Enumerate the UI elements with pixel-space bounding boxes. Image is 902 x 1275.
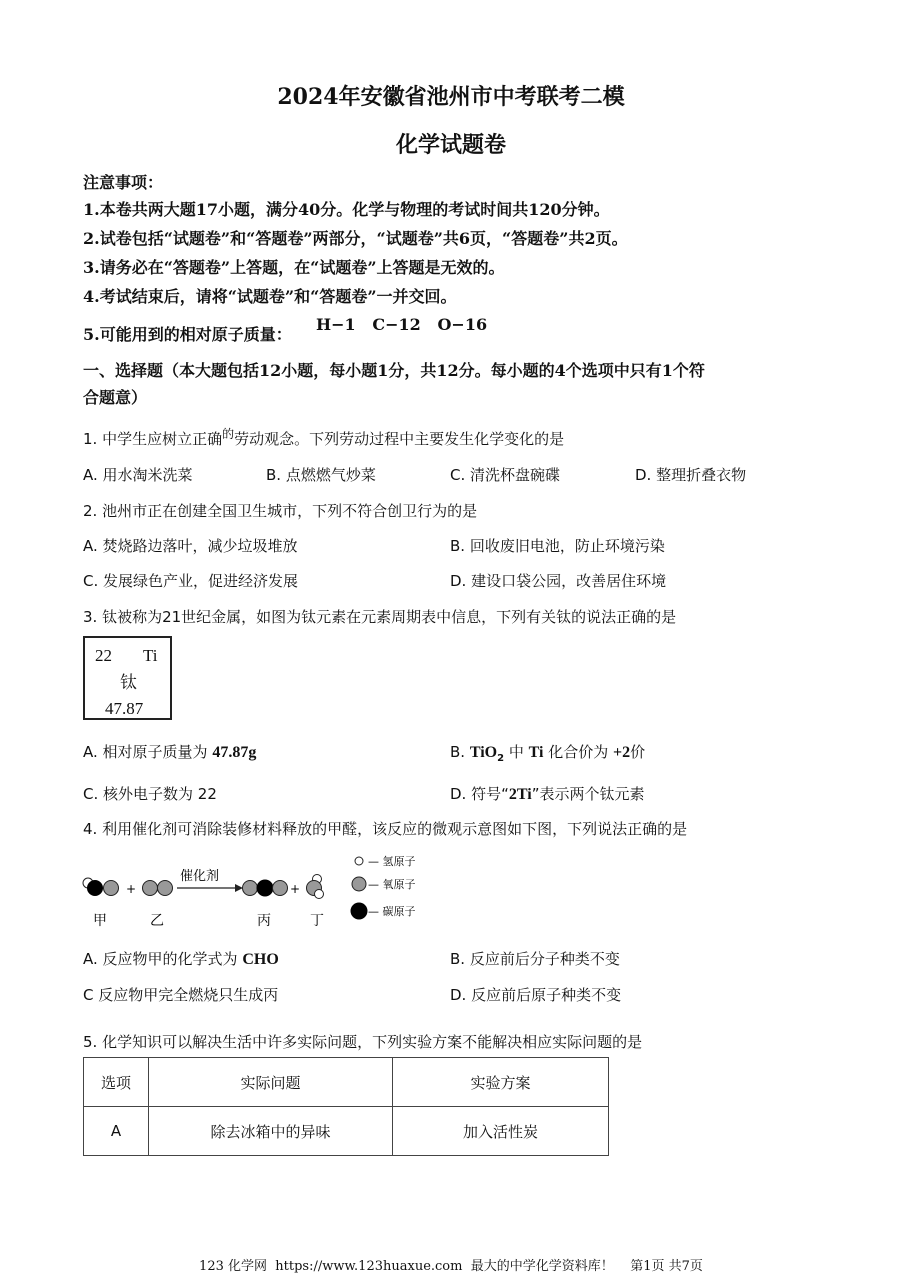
- header-problem: 实际问题: [149, 1058, 393, 1107]
- q1-option-d[interactable]: D. 整理折叠衣物: [635, 466, 747, 484]
- notice-item-2: 2.试卷包括“试题卷”和“答题卷”两部分，“试题卷”共6页，“答题卷”共2页。: [83, 229, 628, 248]
- section-heading-cont: 合题意）: [83, 388, 148, 407]
- q4-option-a[interactable]: A. 反应物甲的化学式为 CHO: [83, 950, 279, 968]
- q1-option-b[interactable]: B. 点燃燃气炒菜: [266, 466, 376, 484]
- header-plan: 实验方案: [393, 1058, 609, 1107]
- label-jia: 甲: [93, 913, 107, 929]
- page-subtitle: 化学试题卷: [395, 132, 506, 158]
- element-card-titanium: [83, 636, 172, 720]
- row-problem: 除去冰箱中的异味: [149, 1107, 393, 1156]
- element-name: 钛: [120, 673, 137, 693]
- q3-option-d[interactable]: D. 符号“2Ti”表示两个钛元素: [450, 785, 645, 803]
- plus-sign-2: +: [290, 882, 301, 896]
- catalyst-label: 催化剂: [180, 869, 220, 884]
- q2-option-d[interactable]: D. 建设口袋公园，改善居住环境: [450, 572, 667, 590]
- row-option: A: [84, 1107, 149, 1156]
- q2-option-c[interactable]: C. 发展绿色产业，促进经济发展: [83, 572, 299, 590]
- question-4-stem: 4. 利用催化剂可消除装修材料释放的甲醛，该反应的微观示意图如下图，下列说法正确的是: [83, 820, 688, 838]
- reaction-diagram: [80, 850, 440, 935]
- notice-item-1: 1.本卷共两大题17小题，满分40分。化学与物理的考试时间共120分钟。: [83, 200, 610, 219]
- atomic-mass-label: 5.可能用到的相对原子质量：: [83, 325, 292, 344]
- legend-carbon: — 碳原子: [368, 905, 416, 918]
- question-3-stem: 3. 钛被称为21世纪金属，如图为钛元素在元素周期表中信息，下列有关钛的说法正确的是: [83, 608, 677, 626]
- question-5-stem: 5. 化学知识可以解决生活中许多实际问题，下列实验方案不能解决相应实际问题的是: [83, 1033, 643, 1051]
- notice-heading: 注意事项：: [83, 173, 164, 192]
- molecule-yi: [143, 881, 173, 896]
- plus-sign-1: +: [126, 882, 137, 896]
- oxygen-legend-icon: [352, 877, 366, 891]
- molecule-bing: [243, 880, 288, 897]
- q3-option-c[interactable]: C. 核外电子数为 22: [83, 785, 217, 803]
- q3-option-a[interactable]: A. 相对原子质量为 47.87g: [83, 743, 257, 761]
- q1-option-c[interactable]: C. 清洗杯盘碗碟: [450, 466, 561, 484]
- legend-oxygen: — 氧原子: [368, 878, 416, 891]
- hydrogen-legend-icon: [355, 857, 363, 865]
- atomic-mass-values: H−1 C−12 O−16: [316, 315, 488, 334]
- label-bing: 丙: [257, 913, 271, 929]
- table-header-row: [84, 1058, 609, 1107]
- label-yi: 乙: [150, 913, 164, 929]
- page-footer: 123 化学网 https://www.123huaxue.com 最大的中学化学资料库！ 第1页 共7页: [199, 1259, 703, 1274]
- section-heading: 一、选择题（本大题包括12小题，每小题1分，共12分。每小题的4个选项中只有1个符: [83, 361, 705, 380]
- molecule-jia: [83, 878, 119, 896]
- q1-option-a[interactable]: A. 用水淘米洗菜: [83, 466, 193, 484]
- q4-option-d[interactable]: D. 反应前后原子种类不变: [450, 986, 622, 1004]
- q3-option-b[interactable]: B. TiO$_2$ 中 Ti 化合价为 +2价: [450, 743, 646, 764]
- experiment-table: [83, 1057, 609, 1156]
- q2-option-b[interactable]: B. 回收废旧电池，防止环境污染: [450, 537, 665, 555]
- molecule-ding: [307, 875, 324, 899]
- question-2-stem: 2. 池州市正在创建全国卫生城市，下列不符合创卫行为的是: [83, 502, 478, 520]
- notice-item-4: 4.考试结束后，请将“试题卷”和“答题卷”一并交回。: [83, 287, 457, 306]
- carbon-legend-icon: [351, 903, 368, 920]
- notice-item-3: 3.请务必在“答题卷”上答题，在“试题卷”上答题是无效的。: [83, 258, 505, 277]
- table-row: [84, 1107, 609, 1156]
- label-ding: 丁: [310, 913, 324, 929]
- atomic-number: 22: [95, 646, 112, 665]
- element-symbol: Ti: [143, 646, 158, 665]
- row-plan: 加入活性炭: [393, 1107, 609, 1156]
- header-option: 选项: [84, 1058, 149, 1107]
- atomic-mass: 47.87: [105, 699, 144, 718]
- page-title: 2024年安徽省池州市中考联考二模: [277, 84, 625, 110]
- q2-option-a[interactable]: A. 焚烧路边落叶，减少垃圾堆放: [83, 537, 298, 555]
- question-1-stem: 1. 中学生应树立正确$^的$劳动观念。下列劳动过程中主要发生化学变化的是: [83, 427, 565, 448]
- arrow-head-icon: [235, 884, 243, 892]
- legend-hydrogen: — 氢原子: [368, 855, 416, 868]
- q4-option-c[interactable]: C 反应物甲完全燃烧只生成丙: [83, 986, 279, 1004]
- q4-option-b[interactable]: B. 反应前后分子种类不变: [450, 950, 620, 968]
